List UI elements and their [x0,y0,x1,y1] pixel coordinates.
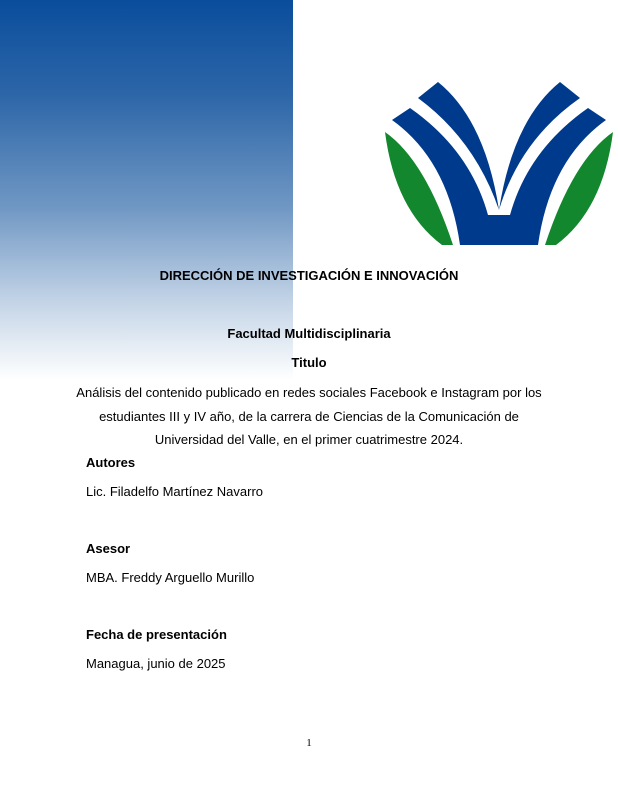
faculty-name: Facultad Multidisciplinaria [227,326,391,341]
document-title: Análisis del contenido publicado en redes sociales Facebook e Instagram por los estudiantes III y IV año, de la carrera de Ciencias de la Comunicación de Universidad del Valle, en el primer cuatrimestre 2024. [76,385,542,447]
institution-heading: DIRECCIÓN DE INVESTIGACIÓN E INNOVACIÓN [159,268,459,283]
advisor: MBA. Freddy Arguello Murillo [86,570,255,585]
title-label: Titulo [291,355,327,370]
header-gradient [0,0,293,380]
authors-label: Autores [86,455,136,470]
university-logo [380,70,618,250]
authors: Lic. Filadelfo Martínez Navarro [86,484,264,499]
presentation-date: Managua, junio de 2025 [86,656,226,671]
date-label: Fecha de presentación [86,627,227,642]
page-number: 1 [306,737,312,749]
advisor-label: Asesor [86,541,131,556]
